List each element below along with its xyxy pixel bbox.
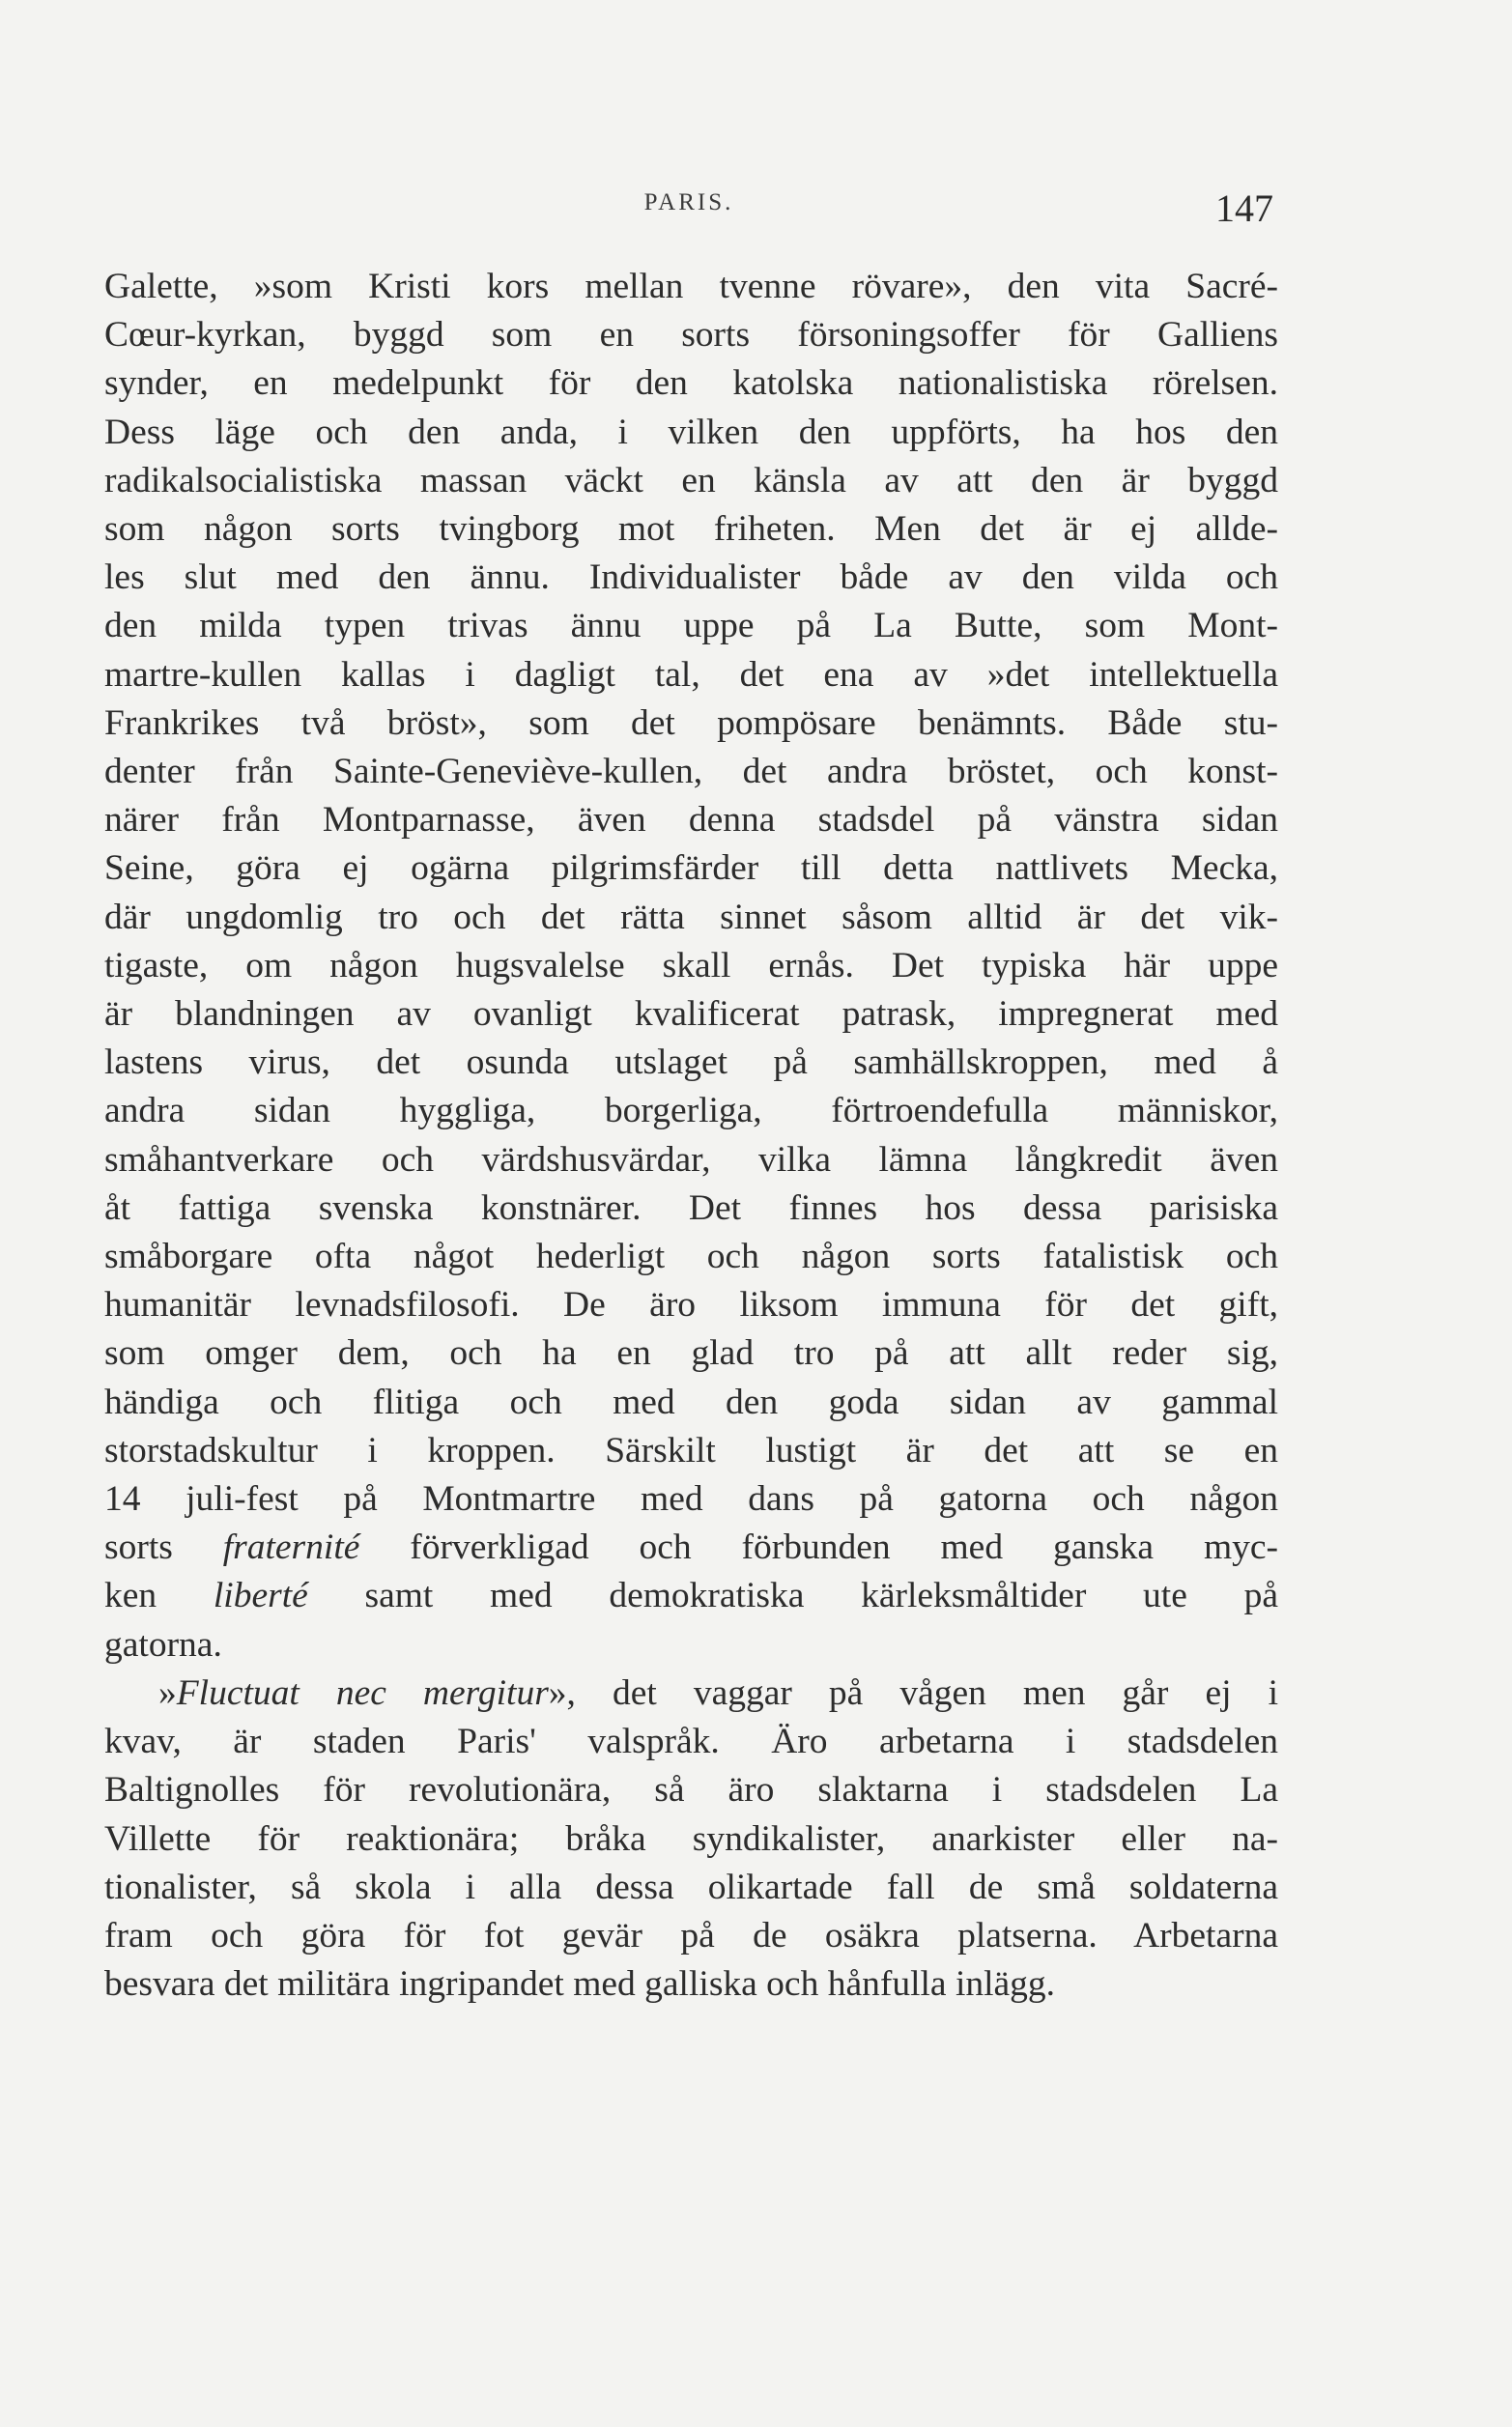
text-line: storstadskultur i kroppen. Särskilt lustigt är det att se en — [104, 1430, 1278, 1470]
text-line: kvav, är staden Paris' valspråk. Äro arbetarna i stadsdelen — [104, 1722, 1278, 1762]
page-number: 147 — [1215, 186, 1273, 230]
text-line: les slut med den ännu. Individualister både av den vilda och — [104, 557, 1278, 598]
text-fragment: förverkligad och förbunden med ganska myc- — [359, 1528, 1279, 1568]
text-line: besvara det militära ingripandet med galliska och hånfulla inlägg. — [104, 1964, 1056, 2005]
text-line: Cœur-kyrkan, byggd som en sorts försoningsoffer för Galliens — [104, 315, 1278, 356]
text-line: andra sidan hyggliga, borgerliga, förtroendefulla människor, — [104, 1091, 1278, 1131]
text-line: småhantverkare och värdshusvärdar, vilka lämna långkredit även — [104, 1139, 1278, 1180]
text-line-with-italic — [104, 1524, 1278, 1572]
text-line: martre-kullen kallas i dagligt tal, det ena av »det intellektuella — [104, 654, 1278, 695]
text-line: närer från Montparnasse, även denna stadsdel på vänstra sidan — [104, 800, 1278, 841]
paragraph-2 — [104, 1670, 1278, 2009]
text-line: Baltignolles för revolutionära, så äro slaktarna i stadsdelen La — [104, 1770, 1278, 1811]
text-line: 14 juli-fest på Montmartre med dans på gatorna och någon — [104, 1479, 1278, 1520]
text-line: fram och göra för fot gevär på de osäkra platserna. Arbetarna — [104, 1915, 1278, 1956]
text-line: som någon sorts tvingborg mot friheten. Men det är ej allde- — [104, 509, 1278, 550]
italic-motto: Fluctuat nec mergitur — [176, 1672, 549, 1713]
text-line: synder, en medelpunkt för den katolska nationalistiska rörelsen. — [104, 363, 1278, 404]
text-line: denter från Sainte-Geneviève-kullen, det andra bröstet, och konst- — [104, 752, 1278, 792]
text-line: Seine, göra ej ogärna pilgrimsfärder till detta nattlivets Mecka, — [104, 848, 1278, 889]
page-header — [104, 186, 1273, 247]
text-fragment: ken — [104, 1576, 214, 1616]
quote-mark: » — [158, 1672, 177, 1713]
running-head: PARIS. — [643, 189, 734, 215]
text-line: händiga och flitiga och med den goda sidan av gammal — [104, 1382, 1278, 1422]
text-line: där ungdomlig tro och det rätta sinnet såsom alltid är det vik- — [104, 897, 1278, 937]
text-line: som omger dem, och ha en glad tro på att allt reder sig, — [104, 1333, 1278, 1374]
text-line: Dess läge och den anda, i vilken den uppförts, ha hos den — [104, 412, 1278, 452]
text-line: Villette för reaktionära; bråka syndikalister, anarkister eller na- — [104, 1818, 1278, 1859]
text-line: Frankrikes två bröst», som det pompösare benämnts. Både stu- — [104, 702, 1278, 743]
text-line: småborgare ofta något hederligt och någon sorts fatalistisk och — [104, 1237, 1278, 1277]
text-fragment: sorts — [104, 1528, 223, 1568]
italic-term-fraternite: fraternité — [222, 1528, 360, 1568]
text-line-with-italic — [104, 1572, 1278, 1620]
text-line: åt fattiga svenska konstnärer. Det finnes hos dessa parisiska — [104, 1187, 1278, 1228]
paragraph-1 — [104, 263, 1278, 1670]
text-fragment: », det vaggar på vågen men går ej i — [548, 1672, 1278, 1713]
text-line: är blandningen av ovanligt kvalificerat patrask, impregnerat med — [104, 994, 1278, 1035]
text-line: Galette, »som Kristi kors mellan tvenne rövare», den vita Sacré- — [104, 267, 1278, 306]
text-line: radikalsocialistiska massan väckt en känsla av att den är byggd — [104, 460, 1278, 500]
text-fragment: samt med demokratiska kärleksmåltider ute på — [307, 1576, 1278, 1616]
text-line-with-italic — [104, 1670, 1278, 1718]
text-line: tigaste, om någon hugsvalelse skall ernås. Det typiska här uppe — [104, 945, 1278, 985]
text-line: tionalister, så skola i alla dessa olikartade fall de små soldaterna — [104, 1867, 1278, 1907]
text-line: humanitär levnadsfilosofi. De äro liksom immuna för det gift, — [104, 1285, 1278, 1326]
text-line: gatorna. — [104, 1624, 222, 1665]
text-line: den milda typen trivas ännu uppe på La Butte, som Mont- — [104, 606, 1278, 646]
italic-term-liberte: liberté — [213, 1576, 308, 1616]
body-text — [104, 263, 1278, 2009]
text-line: lastens virus, det osunda utslaget på samhällskroppen, med å — [104, 1042, 1278, 1083]
